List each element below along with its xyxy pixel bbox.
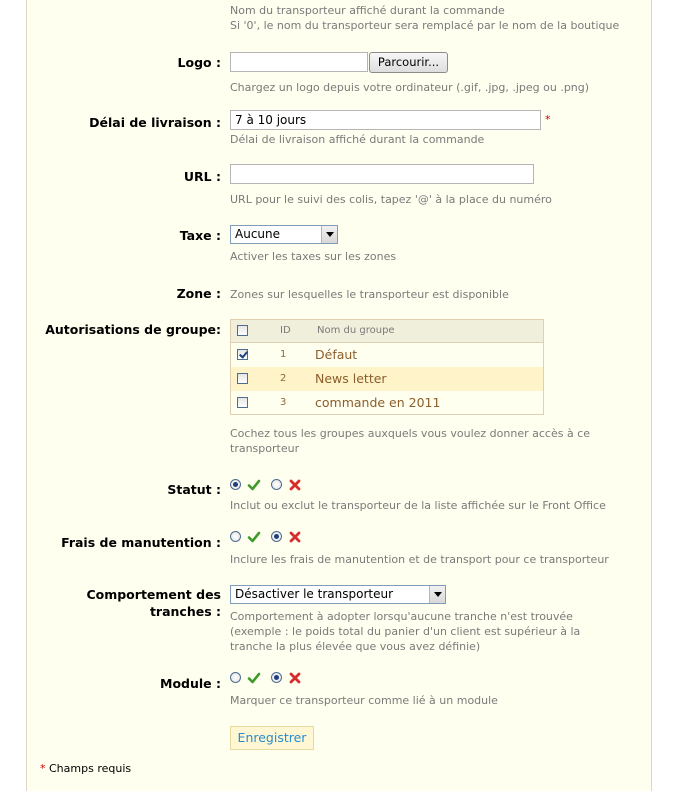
url-input[interactable] [230,164,534,184]
required-fields-note [40,762,131,775]
table-row [231,343,543,367]
tax-selected-value: Aucune [235,227,281,241]
required-fields-text: Champs requis [49,762,132,775]
groups-table-header [231,320,543,343]
groups-hint-line2: transporteur [230,442,300,455]
logo-hint: Chargez un logo depuis votre ordinateur (.gif, .jpg, .jpeg ou .png) [230,81,590,94]
range-hint-line2: (exemple : le poids total du panier d'un client est supérieur à la [230,625,581,638]
browse-button[interactable]: Parcourir... [369,52,448,73]
table-row [231,367,543,391]
group-id: 3 [280,397,287,408]
cross-icon [288,530,302,544]
cross-icon [288,478,302,492]
required-star: * [40,762,46,775]
groups-table [230,319,544,415]
group-id: 2 [280,373,287,384]
check-icon [247,671,261,685]
header-id: ID [280,325,291,336]
name-hint-line2: Si '0', le nom du transporteur sera remplacé par le nom de la boutique [230,19,620,32]
range-behavior-label-line1: Comportement des [86,587,221,602]
range-behavior-select[interactable] [230,585,446,604]
status-label: Statut : [167,482,221,497]
module-label: Module : [160,676,221,691]
check-icon [247,478,261,492]
handling-yes-radio[interactable] [230,531,241,542]
tax-label: Taxe : [179,228,221,243]
group-checkbox[interactable] [237,349,248,360]
delay-hint: Délai de livraison affiché durant la commande [230,133,485,146]
delay-input[interactable]: 7 à 10 jours [230,110,541,130]
save-button[interactable]: Enregistrer [230,726,314,750]
table-row [231,391,543,415]
handling-no-radio[interactable] [271,531,282,542]
range-behavior-label-line2: tranches : [149,604,221,619]
required-star: * [545,113,551,126]
range-hint-line1: Comportement à adopter lorsqu'aucune tranche n'est trouvée [230,610,573,623]
group-checkbox[interactable] [237,397,248,408]
module-yes-radio[interactable] [230,672,241,683]
zone-label: Zone : [176,286,221,301]
range-hint-line3: tranche la plus élevée que vous avez définie) [230,640,481,653]
group-name: News letter [315,371,387,386]
logo-label: Logo : [177,55,221,70]
url-hint: URL pour le suivi des colis, tapez '@' à la place du numéro [230,193,552,206]
handling-hint: Inclure les frais de manutention et de transport pour ce transporteur [230,553,609,566]
group-id: 1 [280,349,287,360]
header-name: Nom du groupe [317,325,395,336]
groups-label: Autorisations de groupe: [45,322,221,337]
range-behavior-selected-value: Désactiver le transporteur [235,587,393,601]
url-label: URL : [183,169,221,184]
group-name: Défaut [315,347,358,362]
delay-label: Délai de livraison : [89,115,221,130]
group-name: commande en 2011 [315,395,441,410]
status-hint: Inclut ou exclut le transporteur de la liste affichée sur le Front Office [230,499,606,512]
module-no-radio[interactable] [271,672,282,683]
handling-label: Frais de manutention : [61,535,221,550]
check-icon [247,530,261,544]
select-all-checkbox[interactable] [237,325,248,336]
chevron-down-icon[interactable] [429,586,445,603]
tax-select[interactable] [230,225,338,244]
status-no-radio[interactable] [271,479,282,490]
status-yes-radio[interactable] [230,479,241,490]
groups-hint-line1: Cochez tous les groupes auxquels vous voulez donner accès à ce [230,427,591,440]
zone-hint: Zones sur lesquelles le transporteur est disponible [230,288,509,301]
logo-file-input[interactable] [230,52,368,72]
cross-icon [288,671,302,685]
name-hint-line1: Nom du transporteur affiché durant la commande [230,4,505,17]
group-checkbox[interactable] [237,373,248,384]
tax-hint: Activer les taxes sur les zones [230,250,397,263]
chevron-down-icon[interactable] [321,226,337,243]
module-hint: Marquer ce transporteur comme lié à un module [230,694,498,707]
